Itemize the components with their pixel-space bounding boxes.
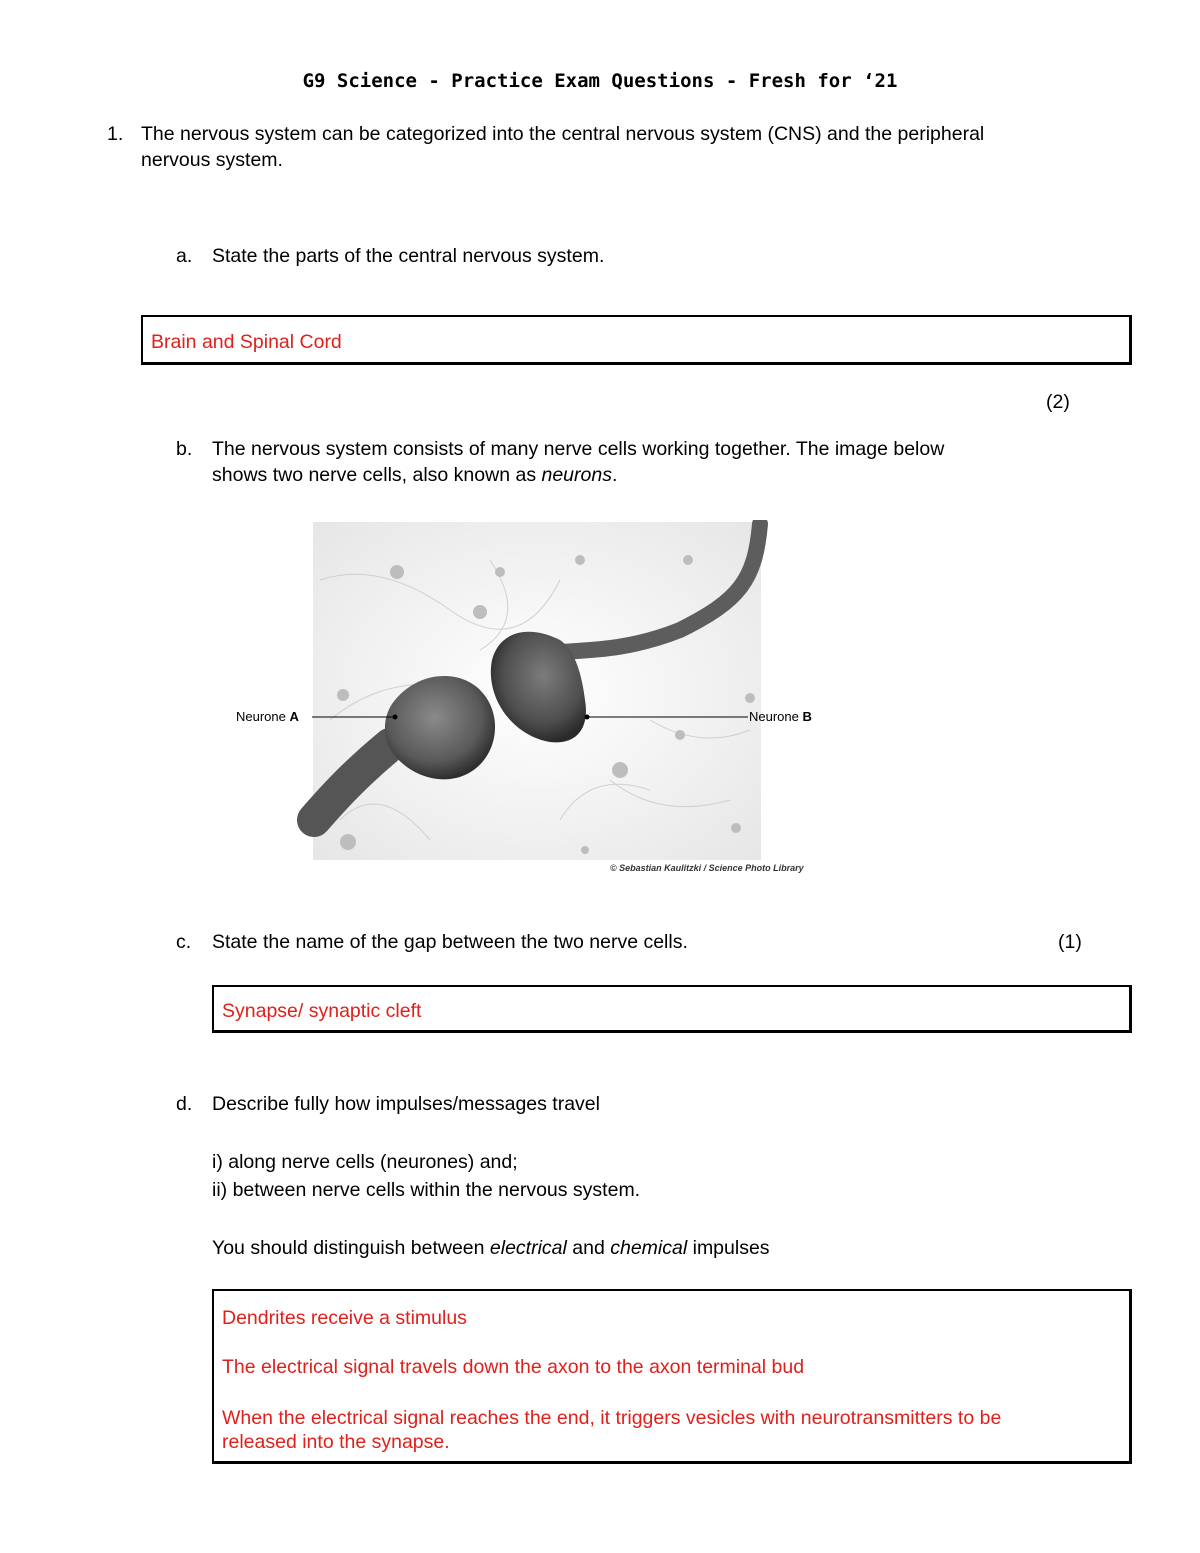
answer-a: Brain and Spinal Cord <box>151 331 342 353</box>
part-b-line2: shows two nerve cells, also known as neurons. <box>212 464 618 486</box>
part-b-label: b. <box>176 438 193 460</box>
answer-d-line1: Dendrites receive a stimulus <box>222 1307 467 1329</box>
part-d-ii: ii) between nerve cells within the nervous system. <box>212 1179 641 1201</box>
part-a-label: a. <box>176 245 193 267</box>
question-intro-line2: nervous system. <box>141 149 283 171</box>
page-title: G9 Science - Practice Exam Questions - Fresh for ‘21 <box>302 70 898 92</box>
part-d-text: Describe fully how impulses/messages travel <box>212 1093 600 1115</box>
label-neurone-a: Neurone A <box>236 709 299 724</box>
part-c-marks: (1) <box>1058 931 1082 953</box>
photo-credit: © Sebastian Kaulitzki / Science Photo Library <box>610 863 804 873</box>
question-number: 1. <box>107 123 124 145</box>
answer-d-line2: The electrical signal travels down the axon to the axon terminal bud <box>222 1356 805 1378</box>
answer-d-line3: When the electrical signal reaches the end, it triggers vesicles with neurotransmitters to be <box>222 1407 1002 1429</box>
question-intro-line1: The nervous system can be categorized into the central nervous system (CNS) and the peripheral <box>141 123 985 145</box>
part-b-line1: The nervous system consists of many nerve cells working together. The image below <box>212 438 945 460</box>
neuron-image <box>230 520 830 885</box>
part-a-marks: (2) <box>1046 391 1070 413</box>
answer-box-a[interactable] <box>141 315 1132 365</box>
answer-d-line4: released into the synapse. <box>222 1431 450 1453</box>
part-d-distinguish: You should distinguish between electrical and chemical impulses <box>212 1237 770 1259</box>
part-c-label: c. <box>176 931 192 953</box>
answer-box-d[interactable] <box>212 1289 1132 1464</box>
part-a-text: State the parts of the central nervous system. <box>212 245 605 267</box>
answer-c: Synapse/ synaptic cleft <box>222 1000 422 1022</box>
part-d-i: i) along nerve cells (neurones) and; <box>212 1151 518 1173</box>
neuron-figure <box>230 520 830 885</box>
part-d-label: d. <box>176 1093 193 1115</box>
part-c-text: State the name of the gap between the two nerve cells. <box>212 931 688 953</box>
answer-box-c[interactable] <box>212 985 1132 1033</box>
label-neurone-b: Neurone B <box>749 709 812 724</box>
